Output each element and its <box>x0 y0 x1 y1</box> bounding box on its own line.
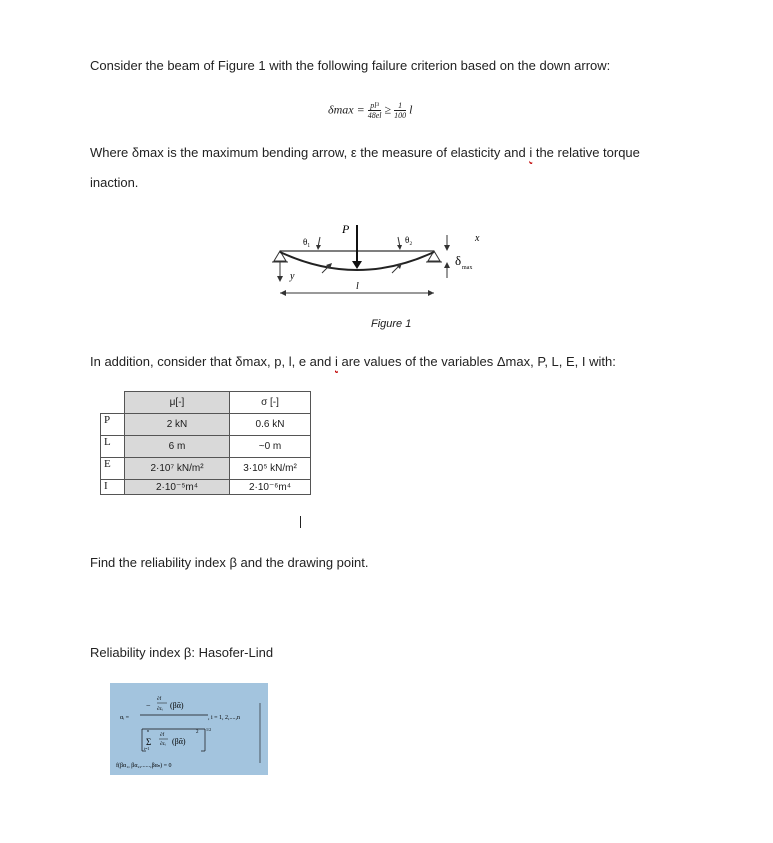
x-axis-label: x <box>475 233 480 244</box>
load-fraction <box>368 101 382 120</box>
method-label: Reliability index β: Hasofer-Lind <box>90 645 274 660</box>
hl-alpha: αᵢ = <box>120 715 130 721</box>
definition-text-2: the relative torque <box>532 145 640 160</box>
spellcheck-word: i <box>529 145 533 160</box>
std-cell: 2·10⁻⁶m⁴ <box>230 480 311 495</box>
definition-paragraph-line2: inaction. <box>90 175 139 190</box>
load-fraction-numerator: pl³ <box>368 101 382 111</box>
delta-max-symbol: δmax <box>328 102 354 117</box>
limit-fraction <box>394 101 406 120</box>
task-paragraph: Find the reliability index β and the drawing point. <box>90 555 369 570</box>
spellcheck-word: i <box>335 354 338 369</box>
hl-index-range: , i = 1, 2,....,n <box>208 715 241 721</box>
theta1-label: θ₁ <box>303 237 311 247</box>
beam-figure <box>270 215 500 305</box>
std-cell: 3·10⁵ kN/m² <box>230 458 311 480</box>
hl-minus: − <box>146 701 151 710</box>
table-row <box>101 458 311 480</box>
hl-power: 2 <box>196 730 199 735</box>
failure-criterion-formula <box>328 101 412 120</box>
std-cell: 0.6 kN <box>230 414 311 436</box>
row-label: E <box>101 458 125 480</box>
equals-sign: = <box>356 102 365 117</box>
y-axis-label: y <box>290 271 295 282</box>
hl-half: 1/2 <box>206 727 212 732</box>
addition-text-1: In addition, consider that δmax, p, l, e and <box>90 354 335 369</box>
length-symbol: l <box>409 102 413 117</box>
table-row <box>101 436 311 458</box>
length-label: l <box>356 281 359 292</box>
mean-cell: 2 kN <box>125 414 230 436</box>
hl-arg: (βᾱ) <box>170 701 184 710</box>
row-label: P <box>101 414 125 436</box>
load-label: P <box>342 222 350 236</box>
hl-sum: Σ <box>146 737 152 747</box>
limit-fraction-numerator: 1 <box>394 101 406 111</box>
hl-arg-2: (βᾱ) <box>172 737 186 746</box>
formula-drawing <box>110 683 268 775</box>
definition-paragraph <box>90 145 640 160</box>
greater-equal-sign: ≥ <box>384 102 392 117</box>
limit-fraction-denominator: 100 <box>394 111 407 120</box>
delta-max-subscript: max <box>462 265 473 271</box>
load-fraction-denominator: 48el <box>367 111 382 120</box>
addition-paragraph <box>90 354 616 369</box>
row-label: I <box>101 480 125 495</box>
hl-partial-num: ∂f <box>157 697 162 702</box>
y-axis-arrow-icon <box>277 276 283 282</box>
hl-sum-lower: i=1 <box>144 746 150 751</box>
addition-text-2: are values of the variables Δmax, P, L, E, I with: <box>337 354 616 369</box>
figure-caption: Figure 1 <box>371 318 412 330</box>
hl-partial-den: ∂zᵢ <box>157 707 163 712</box>
table-row <box>101 480 311 495</box>
column-header-mean: μ[-] <box>125 392 230 414</box>
definition-text-1: Where δmax is the maximum bending arrow, ε the measure of elasticity and <box>90 145 530 160</box>
theta2-label: θ₂ <box>405 235 413 245</box>
hl-sum-upper: n <box>147 728 149 733</box>
hl-constraint: f(βα₁, βα₂,......,βαₙ) = 0 <box>116 763 172 769</box>
table-header-row <box>101 392 311 414</box>
mean-cell: 2·10⁻⁵m⁴ <box>125 480 230 495</box>
row-label: L <box>101 436 125 458</box>
table-row <box>101 414 311 436</box>
mean-cell: 2·10⁷ kN/m² <box>125 458 230 480</box>
hl-partial-den-2: ∂zᵢ <box>160 742 166 747</box>
variables-table <box>100 391 311 495</box>
hasofer-lind-formula-image <box>110 683 268 775</box>
mean-cell: 6 m <box>125 436 230 458</box>
text-cursor <box>300 516 301 528</box>
hl-partial-num-2: ∂f <box>160 733 165 738</box>
column-header-std: σ [-] <box>230 392 311 414</box>
std-cell: ~0 m <box>230 436 311 458</box>
delta-max-label: δ <box>455 253 462 268</box>
intro-paragraph: Consider the beam of Figure 1 with the following failure criterion based on the down arrow: <box>90 58 611 73</box>
load-arrow-icon <box>352 261 362 269</box>
